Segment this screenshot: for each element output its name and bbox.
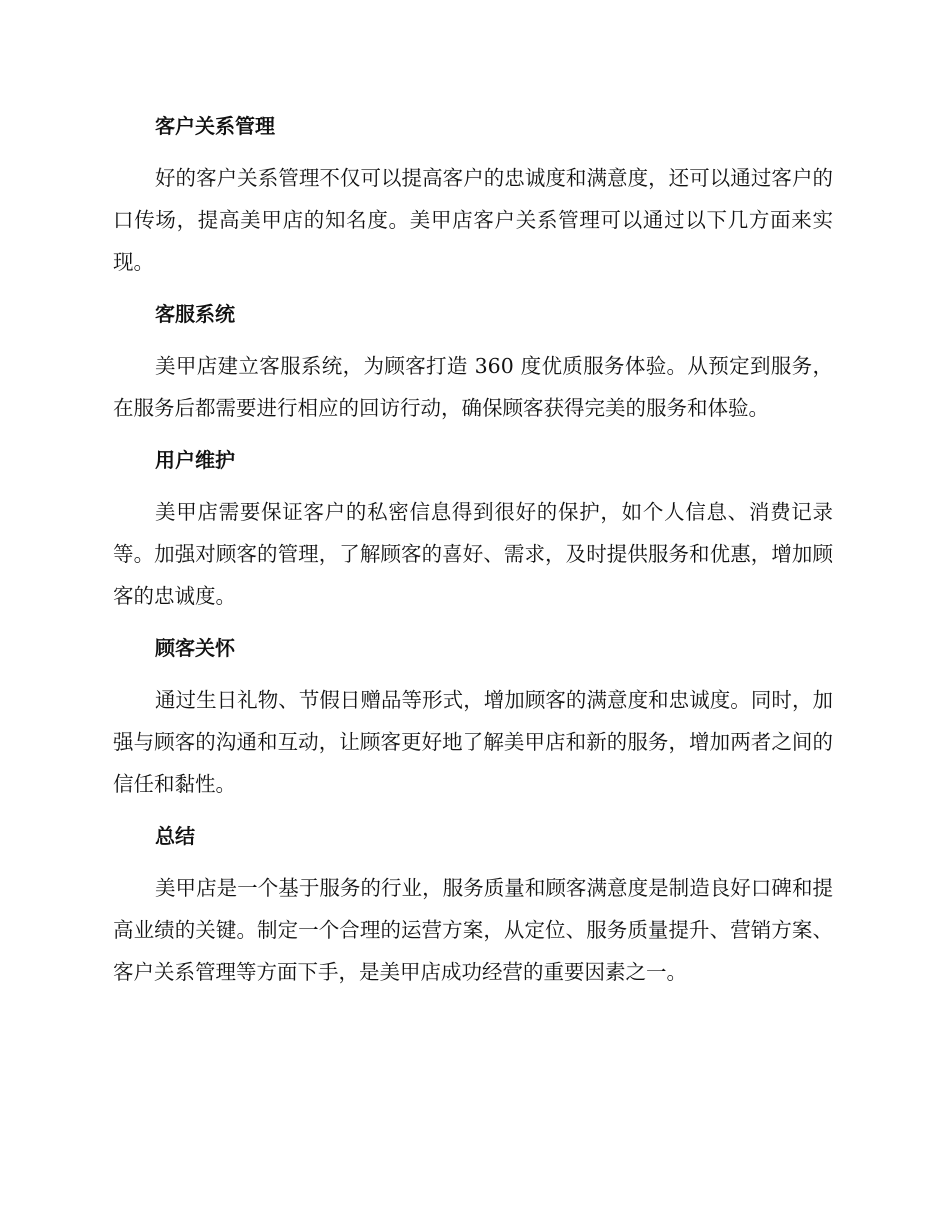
section-heading: 顾客关怀 [155,636,235,660]
section-paragraph: 美甲店建立客服系统，为顾客打造 360 度优质服务体验。从预定到服务，在服务后都需要进行相应的回访行动，确保顾客获得完美的服务和体验。 [113,354,833,420]
section-summary [113,815,833,993]
section-paragraph: 通过生日礼物、节假日赠品等形式，增加顾客的满意度和忠诚度。同时，加强与顾客的沟通和互动，让顾客更好地了解美甲店和新的服务，增加两者之间的信任和黏性。 [113,688,833,796]
section-heading: 客服系统 [155,302,235,326]
section-heading: 客户关系管理 [155,114,275,138]
section-paragraph: 美甲店是一个基于服务的行业，服务质量和顾客满意度是制造良好口碑和提高业绩的关键。制定一个合理的运营方案，从定位、服务质量提升、营销方案、客户关系管理等方面下手，是美甲店成功经营的重要因素之一。 [113,876,833,984]
section-user-maintenance [113,439,833,617]
section-customer-care [113,627,833,805]
section-paragraph: 美甲店需要保证客户的私密信息得到很好的保护，如个人信息、消费记录等。加强对顾客的管理，了解顾客的喜好、需求，及时提供服务和优惠，增加顾客的忠诚度。 [113,500,833,608]
section-heading: 用户维护 [155,448,235,472]
section-customer-service [113,293,833,429]
section-customer-relationship [113,105,833,283]
section-heading: 总结 [155,824,195,848]
section-paragraph: 好的客户关系管理不仅可以提高客户的忠诚度和满意度，还可以通过客户的口传场，提高美甲店的知名度。美甲店客户关系管理可以通过以下几方面来实现。 [113,166,833,274]
document-content [113,105,833,1003]
